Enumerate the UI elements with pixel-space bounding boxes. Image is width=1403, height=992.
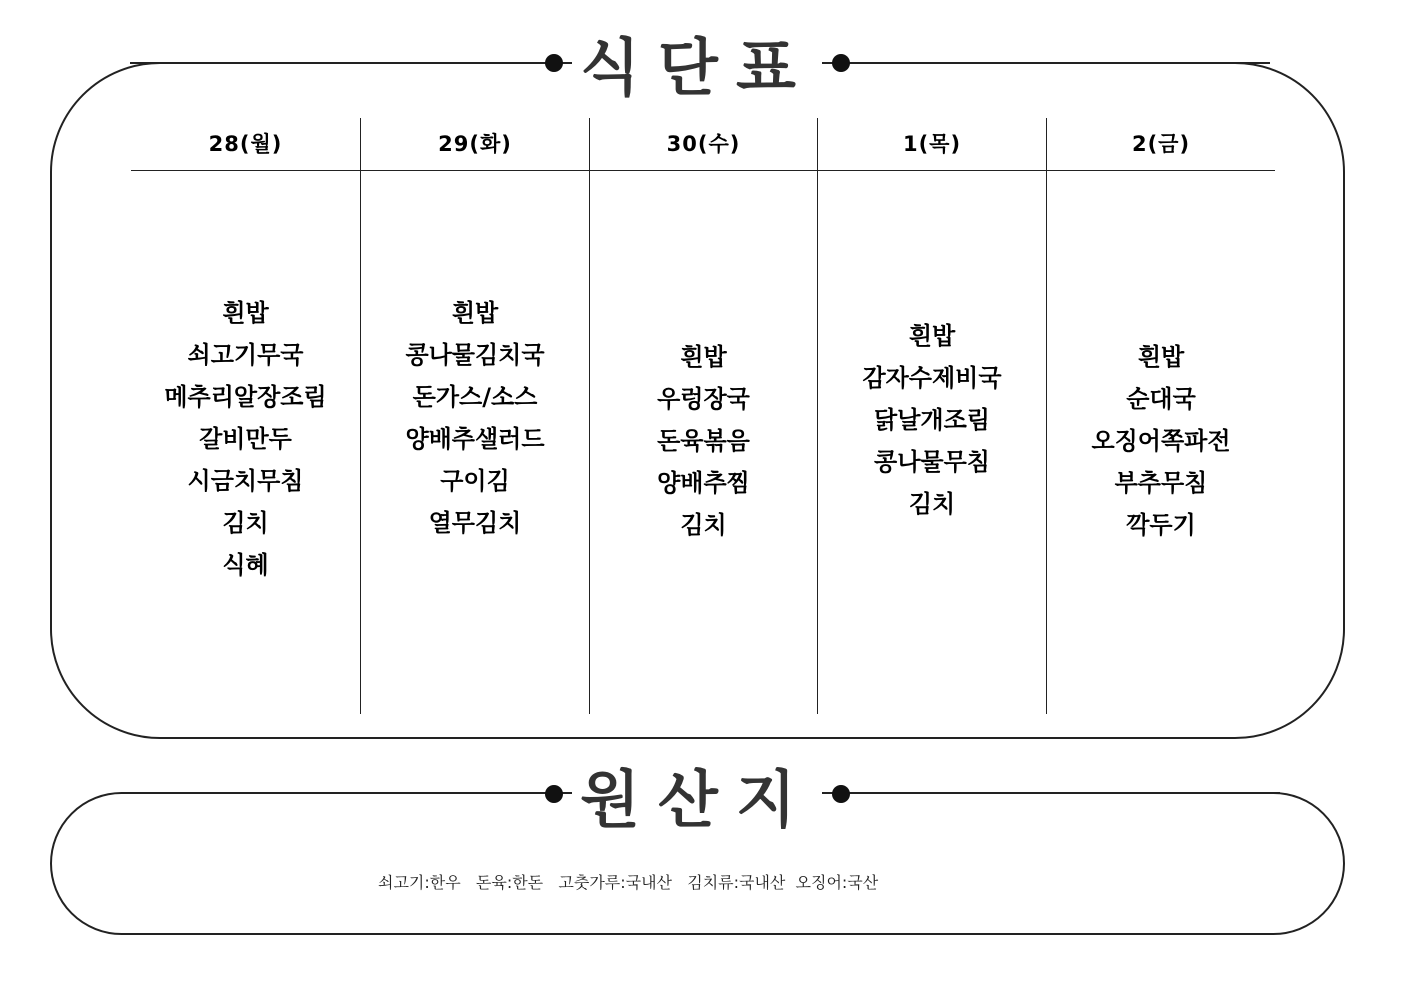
dish-item: 감자수제비국 bbox=[862, 364, 1002, 392]
dish-item: 돈가스/소스 bbox=[412, 383, 538, 411]
dish-item: 쇠고기무국 bbox=[187, 341, 304, 369]
dish-item: 흰밥 bbox=[222, 299, 269, 327]
dish-item: 김치 bbox=[908, 490, 956, 518]
day-header: 1(목) bbox=[902, 132, 962, 156]
origin-title: 원산지 bbox=[572, 760, 822, 840]
dish-item: 양배추찜 bbox=[657, 469, 750, 497]
dish-item: 김치 bbox=[680, 511, 727, 539]
menu-title: 식단표 bbox=[572, 28, 822, 108]
day-header: 28(월) bbox=[208, 132, 283, 156]
day-header: 29(화) bbox=[438, 132, 512, 156]
menu-title-line-right bbox=[840, 62, 1270, 64]
dish-item: 메추리알장조림 bbox=[164, 383, 327, 411]
origin-title-dot-right bbox=[832, 785, 850, 803]
dish-item: 흰밥 bbox=[680, 343, 727, 371]
day-column-wed bbox=[590, 118, 817, 714]
dish-item: 김치 bbox=[222, 509, 269, 537]
dish-item: 오징어쪽파전 bbox=[1091, 427, 1231, 455]
dish-item: 식혜 bbox=[222, 551, 269, 579]
dish-item: 콩나물김치국 bbox=[405, 341, 545, 369]
day-column-fri bbox=[1047, 118, 1275, 714]
dish-list bbox=[1047, 336, 1275, 546]
day-header: 30(수) bbox=[666, 132, 741, 156]
dish-item: 흰밥 bbox=[908, 322, 956, 350]
dish-item: 갈비만두 bbox=[199, 425, 292, 453]
origin-title-line-right bbox=[840, 792, 1280, 794]
menu-title-line-left bbox=[130, 62, 555, 64]
origin-title-dot-left bbox=[545, 785, 563, 803]
dish-item: 양배추샐러드 bbox=[405, 425, 545, 453]
dish-item: 흰밥 bbox=[1137, 343, 1185, 371]
dish-list bbox=[818, 315, 1046, 525]
dish-item: 닭날개조림 bbox=[874, 406, 990, 434]
dish-item: 흰밥 bbox=[451, 299, 499, 327]
dish-list bbox=[361, 292, 589, 544]
day-column-mon bbox=[131, 118, 360, 714]
dish-item: 열무김치 bbox=[428, 509, 522, 537]
origin-info: 쇠고기:한우 돈육:한돈 고춧가루:국내산 김치류:국내산 오징어:국산 bbox=[378, 873, 879, 892]
dish-item: 깍두기 bbox=[1126, 511, 1196, 539]
day-header: 2(금) bbox=[1131, 132, 1191, 156]
menu-title-dot-right bbox=[832, 54, 850, 72]
dish-item: 콩나물무침 bbox=[874, 448, 990, 476]
dish-item: 시금치무침 bbox=[187, 467, 304, 495]
menu-title-dot-left bbox=[545, 54, 563, 72]
dish-item: 돈육볶음 bbox=[657, 427, 750, 455]
dish-item: 구이김 bbox=[440, 467, 510, 495]
dish-item: 우렁장국 bbox=[657, 385, 750, 413]
dish-list bbox=[131, 292, 360, 586]
day-column-tue bbox=[361, 118, 589, 714]
dish-item: 부추무침 bbox=[1114, 469, 1208, 497]
origin-title-line-left bbox=[122, 792, 555, 794]
dish-item: 순대국 bbox=[1126, 385, 1196, 413]
dish-list bbox=[590, 336, 817, 546]
day-column-thu bbox=[818, 118, 1046, 714]
